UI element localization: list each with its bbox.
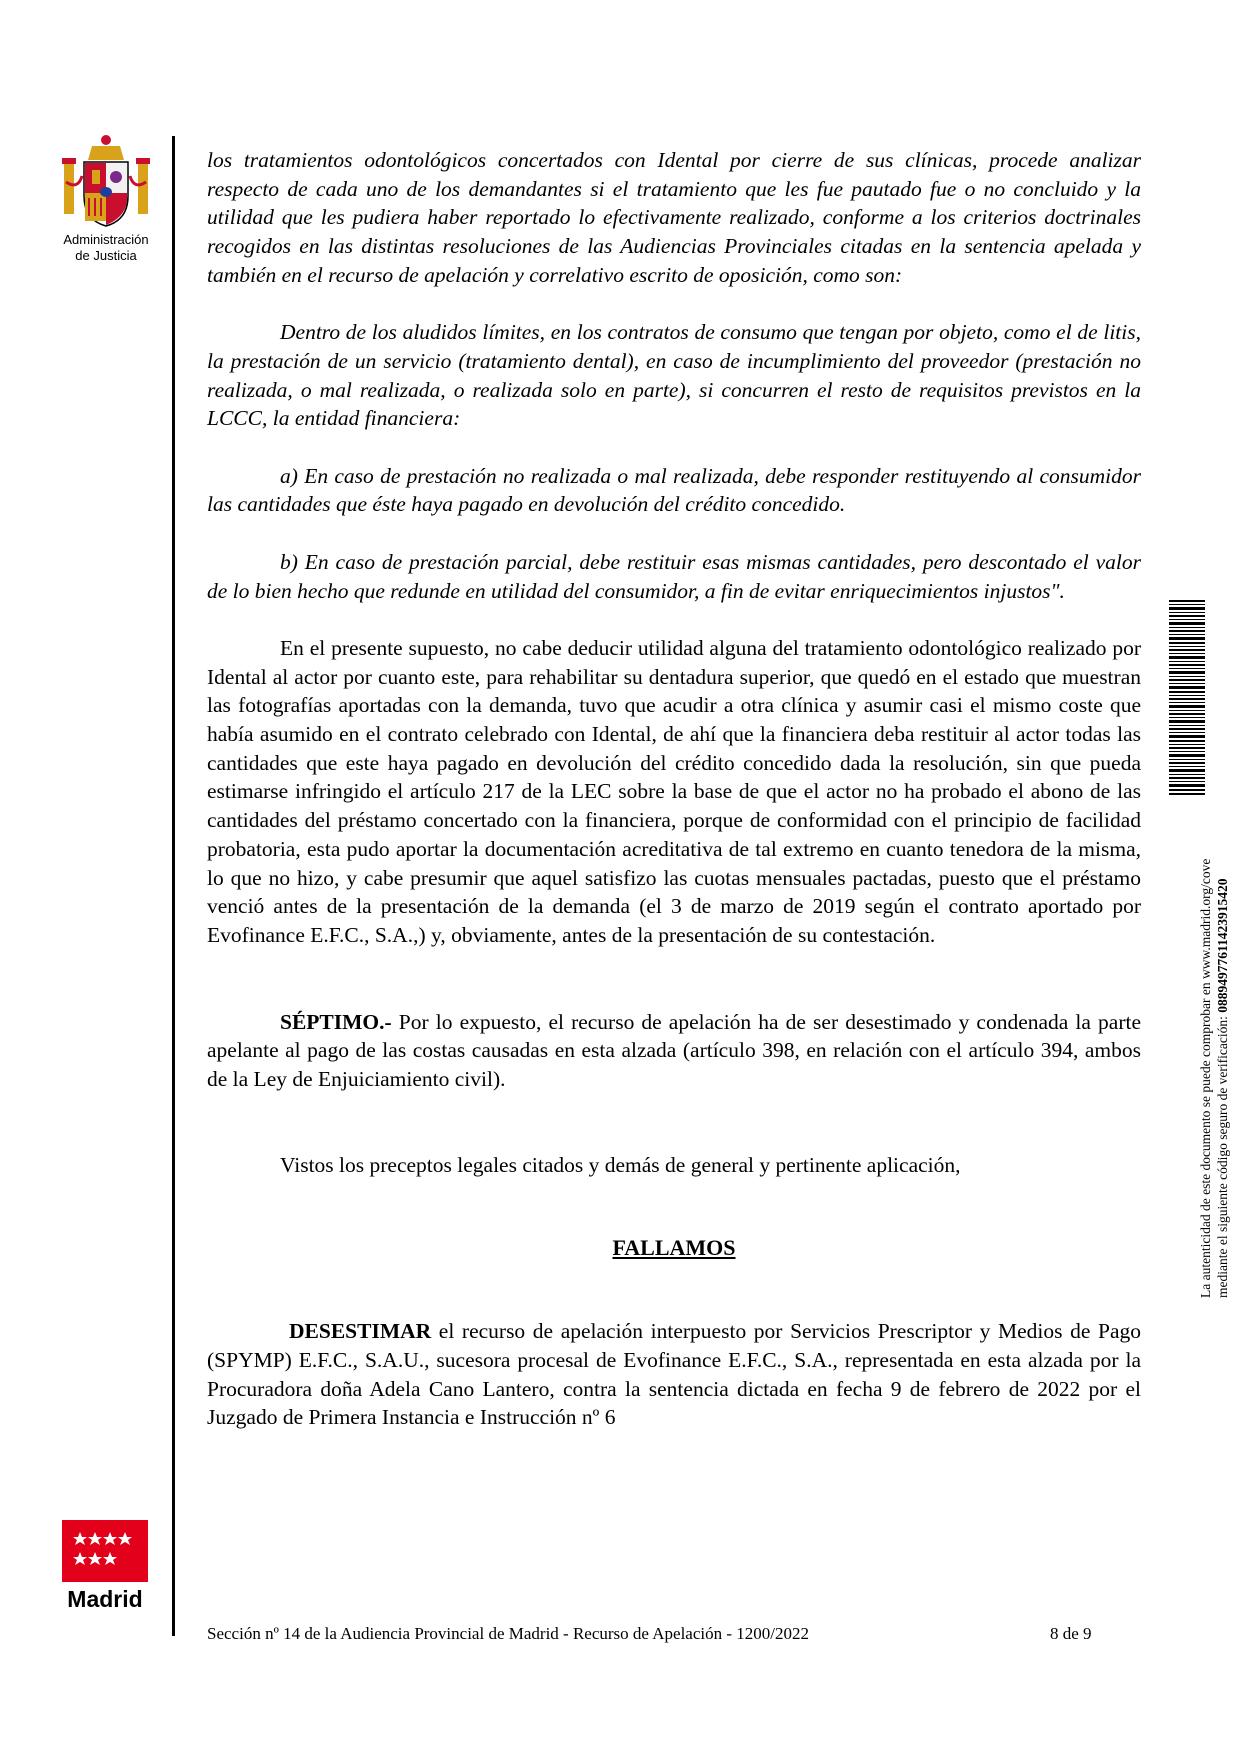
fallamos-heading: FALLAMOS [612,1235,736,1261]
margin-rule [172,136,175,1636]
paragraph-septimo [207,1008,1141,1094]
document-body [207,146,1141,1432]
page-number: 8 de 9 [1050,1624,1092,1643]
paragraph-vistos: Vistos los preceptos legales citados y demás de general y pertinente aplicación, [280,1152,961,1177]
verification-note [1185,808,1230,1298]
admin-label-line2: de Justicia [75,248,137,263]
madrid-label: Madrid [67,1586,143,1612]
paragraph-5: En el presente supuesto, no cabe deducir utilidad alguna del tratamiento odontológico realizado por Idental al actor por cuanto este, para rehabilitar su dentadura superior, que quedó en el estado que muestran las fotografías aportadas con la demanda, tuvo que acudir a otra clínica y asumir casi el mismo coste que había asumido en el contrato celebrado con Idental, de ahí que la financiera deba restituir al actor todas las cantidades que este haya pagado en devolución del crédito concedido dada la resolución, sin que pueda estimarse infringido el artículo 217 de la LEC sobre la base de que el actor no ha probado el abono de las cantidades del préstamo concertado con la financiera, porque de conformidad con el principio de facilidad probatoria, esta pudo aportar la documentación acreditativa de tal extremo en cuanto tenedora de la misma, lo que no hizo, y cabe presumir que aquel satisfizo las cuotas mensuales pactadas, puesto que el préstamo venció antes de la presentación de la demanda (el 3 de marzo de 2019 según el contrato aportado por Evofinance E.F.C., S.A.,) y, obviamente, antes de la presentación de su contestación. [207,635,1141,947]
paragraph-desestimar [207,1317,1141,1432]
paragraph-4: b) En caso de prestación parcial, debe restituir esas mismas cantidades, pero descontado el valor de lo bien hecho que redunde en utilidad del consumidor, a fin de evitar enriquecimientos injustos". [207,549,1141,603]
verification-line1: La autenticidad de este documento se puede comprobar en www.madrid.org/cove [1198,858,1213,1298]
admin-label-line1: Administración [63,232,149,247]
paragraph-2: Dentro de los aludidos límites, en los contratos de consumo que tengan por objeto, como el de litis, la prestación de un servicio (tratamiento dental), en caso de incumplimiento del proveedor (prestación no realizada, o mal realizada, o realizada solo en parte), si concurren el resto de requisitos previstos en la LCCC, la entidad financiera: [207,320,1141,431]
spain-coat-of-arms-logo [58,132,154,232]
verification-code: 0889497761142391542​0 [1215,878,1230,1013]
desestimar-lead: DESESTIMAR [289,1319,432,1344]
desestimar-text: el recurso de apelación interpuesto por Servicios Prescriptor y Medios de Pago (SPYMP) E.F.C., S.A.U., sucesora procesal de Evofinance E.F.C., S.A., representada en esta alzada por la Procuradora doña Adela Cano Lantero, contra la sentencia dictada en fecha 9 de febrero de 2022 por el Juzgado de Primera Instancia e Instrucción nº 6 [207,1319,1141,1430]
paragraph-3: a) En caso de prestación no realizada o mal realizada, debe responder restituyendo al consumidor las cantidades que éste haya pagado en devolución del crédito concedido. [207,463,1141,517]
verification-prefix: mediante el siguiente código seguro de verificación: [1215,1012,1230,1298]
verification-barcode [1169,600,1205,795]
footer-reference: Sección nº 14 de la Audiencia Provincial de Madrid - Recurso de Apelación - 1200/2022 [207,1624,810,1643]
admin-label [50,232,162,264]
madrid-stars-logo [62,1520,148,1582]
paragraph-1: los tratamientos odontológicos concertados con Idental por cierre de sus clínicas, procede analizar respecto de cada uno de los demandantes si el tratamiento que les fue pautado fue o no concluido y la utilidad que les pudiera haber reportado lo efectivamente realizado, conforme a los criterios doctrinales recogidos en las distintas resoluciones de las Audiencias Provinciales citadas en la sentencia apelada y también en el recurso de apelación y correlativo escrito de oposición, como son: [207,148,1141,287]
septimo-text: Por lo expuesto, el recurso de apelación ha de ser desestimado y condenada la parte apelante al pago de las costas causadas en esta alzada (artículo 398, en relación con el artículo 394, ambos de la Ley de Enjuiciamiento civil). [207,1009,1141,1092]
verification-line2 [1214,808,1231,1298]
septimo-lead: SÉPTIMO.- [280,1009,392,1034]
